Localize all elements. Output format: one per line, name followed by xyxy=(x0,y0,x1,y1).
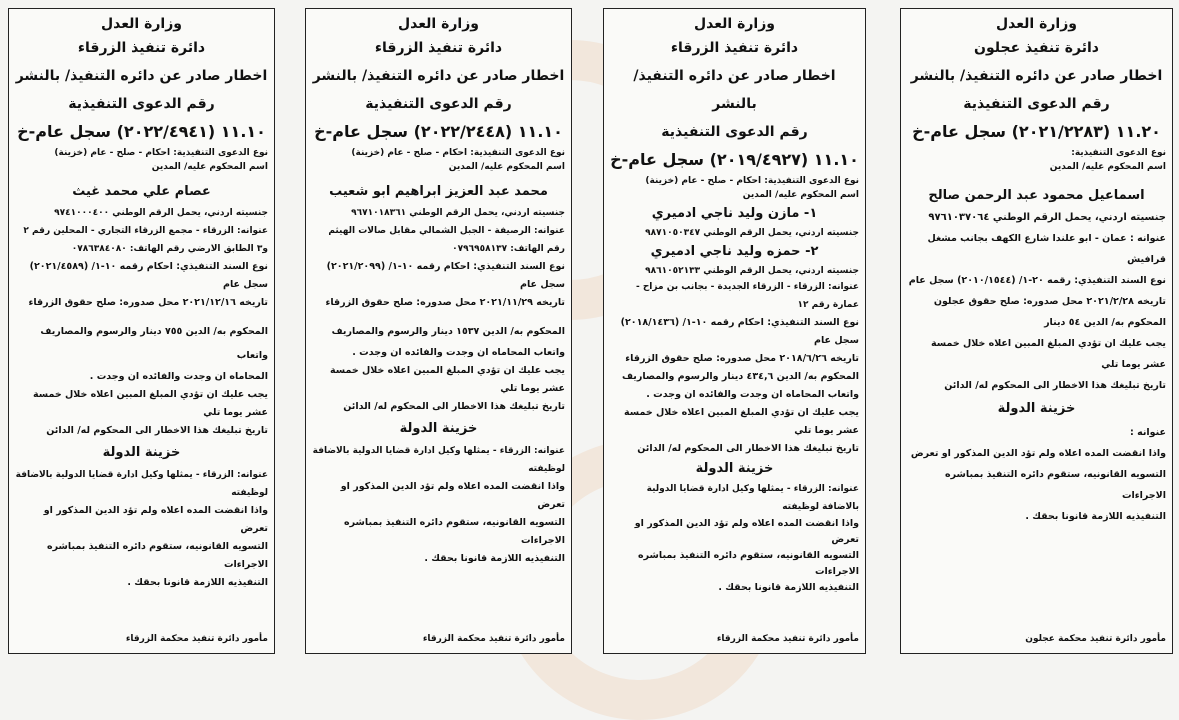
judgment-amount: المحكوم به/ الدين ١٥٣٧ دينار والرسوم والمصاريف xyxy=(331,326,565,337)
case-type: نوع الدعوى التنفيذية: احكام - صلح - عام (خزينة) xyxy=(54,148,268,158)
payment-demand: يجب عليك ان تؤدي المبلغ المبين اعلاه خلال خمسة عشر يوما تلي xyxy=(931,338,1166,370)
department-heading: دائرة تنفيذ الزرقاء xyxy=(670,40,799,56)
warning-line-1: واذا انقضت المده اعلاه ولم تؤد الدين المذكور او تعرض xyxy=(634,518,859,545)
debtor-address: عنوانه: الزرقاء - الزرقاء الجديدة - بجانب بن مزاح - عمارة رقم ١٢ xyxy=(635,282,859,310)
ministry-heading: وزارة العدل xyxy=(996,16,1077,32)
deed-type: نوع السند التنفيذي: احكام رقمه ١٠-١/ (٢٠١٨/١٤٣٦) سجل عام xyxy=(620,317,859,346)
case-label: رقم الدعوى التنفيذية xyxy=(68,96,215,112)
creditor-name: خزينة الدولة xyxy=(997,401,1076,416)
fees-line: المحاماه ان وجدت والفائده ان وجدت . xyxy=(89,371,268,382)
debtor-name: اسماعيل محمود عبد الرحمن صالح xyxy=(928,188,1145,203)
creditor-address: عنوانه: الزرقاء - يمثلها وكيل ادارة قضايا الدولية بالاضافة لوظيفته xyxy=(646,484,859,512)
case-label: رقم الدعوى التنفيذية xyxy=(661,124,808,140)
case-label: رقم الدعوى التنفيذية xyxy=(963,96,1110,112)
notice-zarqa-2448 xyxy=(305,8,572,654)
payment-demand: يجب عليك ان تؤدي المبلغ المبين اعلاه خلال خمسة عشر يوما تلي xyxy=(624,407,859,436)
department-heading: دائرة تنفيذ عجلون xyxy=(974,40,1099,56)
creditor-name: خزينة الدولة xyxy=(399,421,478,436)
debtor-id: جنسيته اردني، يحمل الرقم الوطني ٩٦٧١٠١٨٣٦١ xyxy=(351,208,565,218)
payment-demand-cont: تاريخ تبليغك هذا الاخطار الى المحكوم له/ الدائن xyxy=(944,380,1166,391)
warning-line-1: واذا انقضت المده اعلاه ولم تؤد الدين المذكور او تعرض xyxy=(340,481,565,510)
case-number: ١١.١٠ (٢٠١٩/٤٩٢٧) سجل عام-خ xyxy=(610,150,859,169)
warning-line-3: التنفيذيه اللازمة قانونا بحقك . xyxy=(127,577,268,588)
deed-date: تاريخه ٢٠٢١/١٢/١٦ محل صدوره: صلح حقوق الزرقاء xyxy=(28,297,268,308)
notice-title: اخطار صادر عن دائره التنفيذ/ بالنشر xyxy=(312,68,565,84)
payment-demand: يجب عليك ان تؤدي المبلغ المبين اعلاه خلال خمسة عشر يوما تلي xyxy=(330,365,565,394)
warning-line-3: التنفيذيه اللازمة قانونا بحقك . xyxy=(718,582,859,593)
deed-type: نوع السند التنفيذي: احكام رقمه ١٠-١/ (٢٠٢١/٤٥٨٩) سجل عام xyxy=(29,261,268,290)
payment-demand-cont: تاريخ تبليغك هذا الاخطار الى المحكوم له/ الدائن xyxy=(637,443,859,454)
judgment-amount: المحكوم به/ الدين ٥٤ دينار xyxy=(1044,317,1166,328)
department-heading: دائرة تنفيذ الزرقاء xyxy=(374,40,503,56)
case-number: ١١.١٠ (٢٠٢٢/٤٩٤١) سجل عام-خ xyxy=(17,122,266,141)
warning-line-2: التسويه القانونيه، ستقوم دائره التنفيذ بمباشره الاجراءات xyxy=(945,469,1166,501)
deed-date: تاريخه ٢٠٢١/٢/٢٨ محل صدوره: صلح حقوق عجلون xyxy=(933,296,1166,307)
judgment-amount: المحكوم به/ الدين ٧٥٥ دينار والرسوم والمصاريف واتعاب xyxy=(40,326,268,361)
debtor-id: جنسيته اردني، يحمل الرقم الوطني ٩٧٦١٠٣٧٠٦٤ xyxy=(928,212,1166,223)
debtor-address: عنوانه: الزرقاء - مجمع الزرقاء التجاري - المحلين رقم ٢ و٣ الطابق الارضي رقم الهاتف: ٠٧٨٦٣٨٤٠٨٠ xyxy=(23,226,268,254)
notice-zarqa-4927 xyxy=(603,8,866,654)
warning-line-2: التسويه القانونيه، ستقوم دائره التنفيذ بمباشره الاجراءات xyxy=(638,550,859,577)
signature-footer: مأمور دائرة تنفيذ محكمة الزرقاء xyxy=(716,634,859,644)
warning-line-2: التسويه القانونيه، ستقوم دائره التنفيذ بمباشره الاجراءات xyxy=(47,541,268,570)
case-number: ١١.١٠ (٢٠٢٢/٢٤٤٨) سجل عام-خ xyxy=(314,122,563,141)
signature-footer: مأمور دائرة تنفيذ محكمة الزرقاء xyxy=(125,634,268,644)
case-type: نوع الدعوى التنفيذية: احكام - صلح - عام (خزينة) xyxy=(645,176,859,186)
warning-line-1: واذا انقضت المده اعلاه ولم تؤد الدين المذكور او تعرض xyxy=(43,505,268,534)
judgment-amount: المحكوم به/ الدين ٤٣٤,٦ دينار والرسوم والمصاريف xyxy=(621,371,859,382)
debtor-id-1: جنسيته اردني، يحمل الرقم الوطني ٩٨٧١٠٥٠٣٤٧ xyxy=(645,228,859,238)
deed-date: تاريخه ٢٠٢١/١١/٢٩ محل صدوره: صلح حقوق الزرقاء xyxy=(325,297,565,308)
debtor-name-1: ١- مازن وليد ناجي ادميري xyxy=(651,206,818,221)
notice-title: اخطار صادر عن دائره التنفيذ/ بالنشر xyxy=(633,68,836,112)
ministry-heading: وزارة العدل xyxy=(694,16,775,32)
creditor-name: خزينة الدولة xyxy=(695,461,774,476)
notice-title: اخطار صادر عن دائره التنفيذ/ بالنشر xyxy=(910,68,1163,84)
fees-line: واتعاب المحاماه ان وجدت والفائده ان وجدت . xyxy=(646,389,859,400)
debtor-address: عنوانه : عمان - ابو علندا شارع الكهف بجانب مشغل قرافيش xyxy=(927,233,1166,265)
warning-line-3: التنفيذيه اللازمة قانونا بحقك . xyxy=(1025,511,1166,522)
case-label: رقم الدعوى التنفيذية xyxy=(365,96,512,112)
case-type: نوع الدعوى التنفيذية: احكام - صلح - عام (خزينة) xyxy=(351,148,565,158)
debtor-label: اسم المحكوم عليه/ المدين xyxy=(151,162,268,172)
debtor-label: اسم المحكوم عليه/ المدين xyxy=(742,190,859,200)
payment-demand-cont: تاريخ تبليغك هذا الاخطار الى المحكوم له/ الدائن xyxy=(46,425,268,436)
warning-line-2: التسويه القانونيه، ستقوم دائره التنفيذ بمباشره الاجراءات xyxy=(344,517,565,546)
warning-line-1: واذا انقضت المده اعلاه ولم تؤد الدين المذكور او تعرض xyxy=(910,448,1166,459)
debtor-name-2: ٢- حمزه وليد ناجي ادميري xyxy=(650,244,819,259)
signature-footer: مأمور دائرة تنفيذ محكمة الزرقاء xyxy=(422,634,565,644)
creditor-address: عنوانه : xyxy=(1129,427,1166,438)
notice-ajloun xyxy=(900,8,1173,654)
debtor-id-2: جنسيته اردني، يحمل الرقم الوطني ٩٨٦١٠٥٢١٣٣ xyxy=(645,266,859,276)
debtor-label: اسم المحكوم عليه/ المدين xyxy=(1049,162,1166,172)
creditor-address: عنوانه: الزرقاء - يمثلها وكيل ادارة قضايا الدولية بالاضافة لوظيفته xyxy=(312,446,565,474)
notice-title: اخطار صادر عن دائره التنفيذ/ بالنشر xyxy=(15,68,268,84)
ministry-heading: وزارة العدل xyxy=(398,16,479,32)
debtor-id: جنسيته اردني، يحمل الرقم الوطني ٩٧٤١٠٠٠٤٠٠ xyxy=(54,208,268,218)
deed-date: تاريخه ٢٠١٨/٦/٢٦ محل صدوره: صلح حقوق الزرقاء xyxy=(625,353,859,364)
ministry-heading: وزارة العدل xyxy=(101,16,182,32)
debtor-name: عصام علي محمد غيث xyxy=(72,184,211,199)
notice-zarqa-4941 xyxy=(8,8,275,654)
deed-type: نوع السند التنفيذي: رقمه ٢٠-١/ (٢٠١٠/١٥٤٤) سجل عام xyxy=(908,275,1166,286)
debtor-label: اسم المحكوم عليه/ المدين xyxy=(448,162,565,172)
case-number: ١١.٢٠ (٢٠٢١/٢٢٨٣) سجل عام-خ xyxy=(912,122,1161,141)
debtor-name: محمد عبد العزيز ابراهيم ابو شعيب xyxy=(329,184,548,199)
payment-demand-cont: تاريخ تبليغك هذا الاخطار الى المحكوم له/ الدائن xyxy=(343,401,565,412)
case-type: نوع الدعوى التنفيذية: xyxy=(1071,148,1166,158)
payment-demand: يجب عليك ان تؤدي المبلغ المبين اعلاه خلال خمسة عشر يوما تلي xyxy=(33,389,268,418)
warning-line-3: التنفيذيه اللازمة قانونا بحقك . xyxy=(424,553,565,564)
fees-line: واتعاب المحاماه ان وجدت والفائده ان وجدت . xyxy=(352,347,565,358)
creditor-address: عنوانه: الزرقاء - يمثلها وكيل ادارة قضايا الدولية بالاضافة لوظيفته xyxy=(15,470,268,498)
signature-footer: مأمور دائرة تنفيذ محكمة عجلون xyxy=(1025,634,1166,644)
debtor-address: عنوانه: الرصيفة - الجبل الشمالي مقابل صالات الهيثم رقم الهاتف: ٠٧٩٦٩٥٨١٣٧ xyxy=(328,226,565,254)
creditor-name: خزينة الدولة xyxy=(102,445,181,460)
department-heading: دائرة تنفيذ الزرقاء xyxy=(77,40,206,56)
deed-type: نوع السند التنفيذي: احكام رقمه ١٠-١/ (٢٠٢١/٢٠٩٩) سجل عام xyxy=(326,261,565,290)
